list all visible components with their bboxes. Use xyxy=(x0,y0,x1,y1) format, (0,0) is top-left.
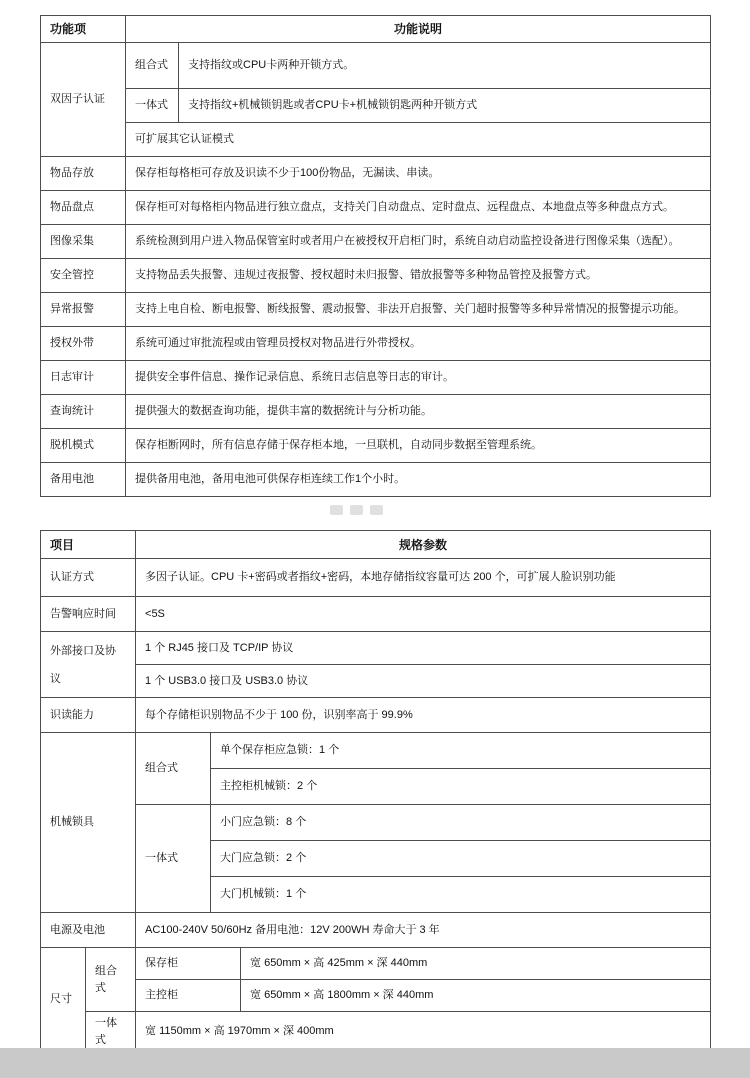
row-desc: 提供强大的数据查询功能，提供丰富的数据统计与分析功能。 xyxy=(126,395,711,429)
table-row xyxy=(41,463,711,497)
table-row xyxy=(41,632,711,665)
table-row xyxy=(41,429,711,463)
dual-mode-type: 组合式 xyxy=(126,43,179,89)
dimension-group-type: 一体式 xyxy=(86,1012,136,1052)
row-label-locks: 机械锁具 xyxy=(41,733,136,913)
row-label: 授权外带 xyxy=(41,327,126,361)
row-value: 每个存储柜识别物品不少于 100 份，识别率高于 99.9% xyxy=(136,698,711,733)
watermark-smudge xyxy=(330,505,410,516)
dimension-cabinet-name: 保存柜 xyxy=(136,948,241,980)
row-label: 物品存放 xyxy=(41,157,126,191)
spec-table-header-param: 规格参数 xyxy=(136,531,711,559)
table-row xyxy=(41,191,711,225)
row-label-power: 电源及电池 xyxy=(41,913,136,948)
table-row xyxy=(41,733,711,769)
row-label-interfaces: 外部接口及协议 xyxy=(41,632,136,698)
table-row xyxy=(41,980,711,1012)
function-table xyxy=(40,15,711,497)
dimension-value: 宽 650mm × 高 1800mm × 深 440mm xyxy=(241,980,711,1012)
row-desc: 系统可通过审批流程或由管理员授权对物品进行外带授权。 xyxy=(126,327,711,361)
table-row xyxy=(41,665,711,698)
row-value: <5S xyxy=(136,597,711,632)
spec-table xyxy=(40,530,711,1052)
dual-factor-extra: 可扩展其它认证模式 xyxy=(126,123,711,157)
row-label-read-ability: 识读能力 xyxy=(41,698,136,733)
watermark-mark xyxy=(370,505,383,515)
row-desc: 保存柜断网时，所有信息存储于保存柜本地，一旦联机，自动同步数据至管理系统。 xyxy=(126,429,711,463)
bottom-strip xyxy=(0,1048,750,1078)
watermark-mark xyxy=(330,505,343,515)
table-row xyxy=(41,327,711,361)
row-value: 1 个 RJ45 接口及 TCP/IP 协议 xyxy=(136,632,711,665)
table-row xyxy=(41,157,711,191)
table-row xyxy=(41,948,711,980)
table-row xyxy=(41,597,711,632)
row-label-dimensions: 尺寸 xyxy=(41,948,86,1052)
table-row xyxy=(41,361,711,395)
dual-mode-desc: 支持指纹+机械锁钥匙或者CPU卡+机械锁钥匙两种开锁方式 xyxy=(179,89,711,123)
table-row xyxy=(41,293,711,327)
table-row xyxy=(41,395,711,429)
lock-item: 小门应急锁：8 个 xyxy=(211,805,711,841)
row-desc: 支持上电自检、断电报警、断线报警、震动报警、非法开启报警、关门超时报警等多种异常情况的报警提示功能。 xyxy=(126,293,711,327)
dual-mode-type: 一体式 xyxy=(126,89,179,123)
table-row xyxy=(41,913,711,948)
dimension-value: 宽 1150mm × 高 1970mm × 深 400mm xyxy=(136,1012,711,1052)
row-label: 安全管控 xyxy=(41,259,126,293)
row-desc: 提供备用电池，备用电池可供保存柜连续工作1个小时。 xyxy=(126,463,711,497)
function-table-header-item: 功能项 xyxy=(41,16,126,43)
table-row xyxy=(41,698,711,733)
row-label-dual-factor: 双因子认证 xyxy=(41,43,126,157)
row-label: 图像采集 xyxy=(41,225,126,259)
lock-item: 大门机械锁：1 个 xyxy=(211,877,711,913)
dimension-group-type: 组合式 xyxy=(86,948,136,1012)
lock-item: 大门应急锁：2 个 xyxy=(211,841,711,877)
row-label-alarm-response: 告警响应时间 xyxy=(41,597,136,632)
watermark-mark xyxy=(350,505,363,515)
dimension-value: 宽 650mm × 高 425mm × 深 440mm xyxy=(241,948,711,980)
dual-mode-desc: 支持指纹或CPU卡两种开锁方式。 xyxy=(179,43,711,89)
dimension-cabinet-name: 主控柜 xyxy=(136,980,241,1012)
row-value: 多因子认证。CPU 卡+密码或者指纹+密码，本地存储指纹容量可达 200 个，可扩展人脸识别功能 xyxy=(136,559,711,597)
row-desc: 保存柜可对每格柜内物品进行独立盘点，支持关门自动盘点、定时盘点、远程盘点、本地盘点等多种盘点方式。 xyxy=(126,191,711,225)
row-label-auth: 认证方式 xyxy=(41,559,136,597)
function-table-header-desc: 功能说明 xyxy=(126,16,711,43)
table-row xyxy=(41,805,711,841)
row-value: AC100-240V 50/60Hz 备用电池：12V 200WH 寿命大于 3 年 xyxy=(136,913,711,948)
row-value: 1 个 USB3.0 接口及 USB3.0 协议 xyxy=(136,665,711,698)
table-row xyxy=(41,559,711,597)
row-desc: 提供安全事件信息、操作记录信息、系统日志信息等日志的审计。 xyxy=(126,361,711,395)
lock-item: 主控柜机械锁：2 个 xyxy=(211,769,711,805)
row-label: 查询统计 xyxy=(41,395,126,429)
lock-group-type: 一体式 xyxy=(136,805,211,913)
row-label: 日志审计 xyxy=(41,361,126,395)
lock-group-type: 组合式 xyxy=(136,733,211,805)
table-row xyxy=(41,1012,711,1052)
table-row xyxy=(41,259,711,293)
row-desc: 系统检测到用户进入物品保管室时或者用户在被授权开启柜门时，系统自动启动监控设备进行图像采集（选配）。 xyxy=(126,225,711,259)
row-label: 物品盘点 xyxy=(41,191,126,225)
row-desc: 支持物品丢失报警、违规过夜报警、授权超时未归报警、错放报警等多种物品管控及报警方式。 xyxy=(126,259,711,293)
table-row xyxy=(41,225,711,259)
row-label: 脱机模式 xyxy=(41,429,126,463)
spec-table-header-item: 项目 xyxy=(41,531,136,559)
row-desc: 保存柜每格柜可存放及识读不少于100份物品，无漏读、串读。 xyxy=(126,157,711,191)
row-label: 异常报警 xyxy=(41,293,126,327)
lock-item: 单个保存柜应急锁：1 个 xyxy=(211,733,711,769)
row-label: 备用电池 xyxy=(41,463,126,497)
